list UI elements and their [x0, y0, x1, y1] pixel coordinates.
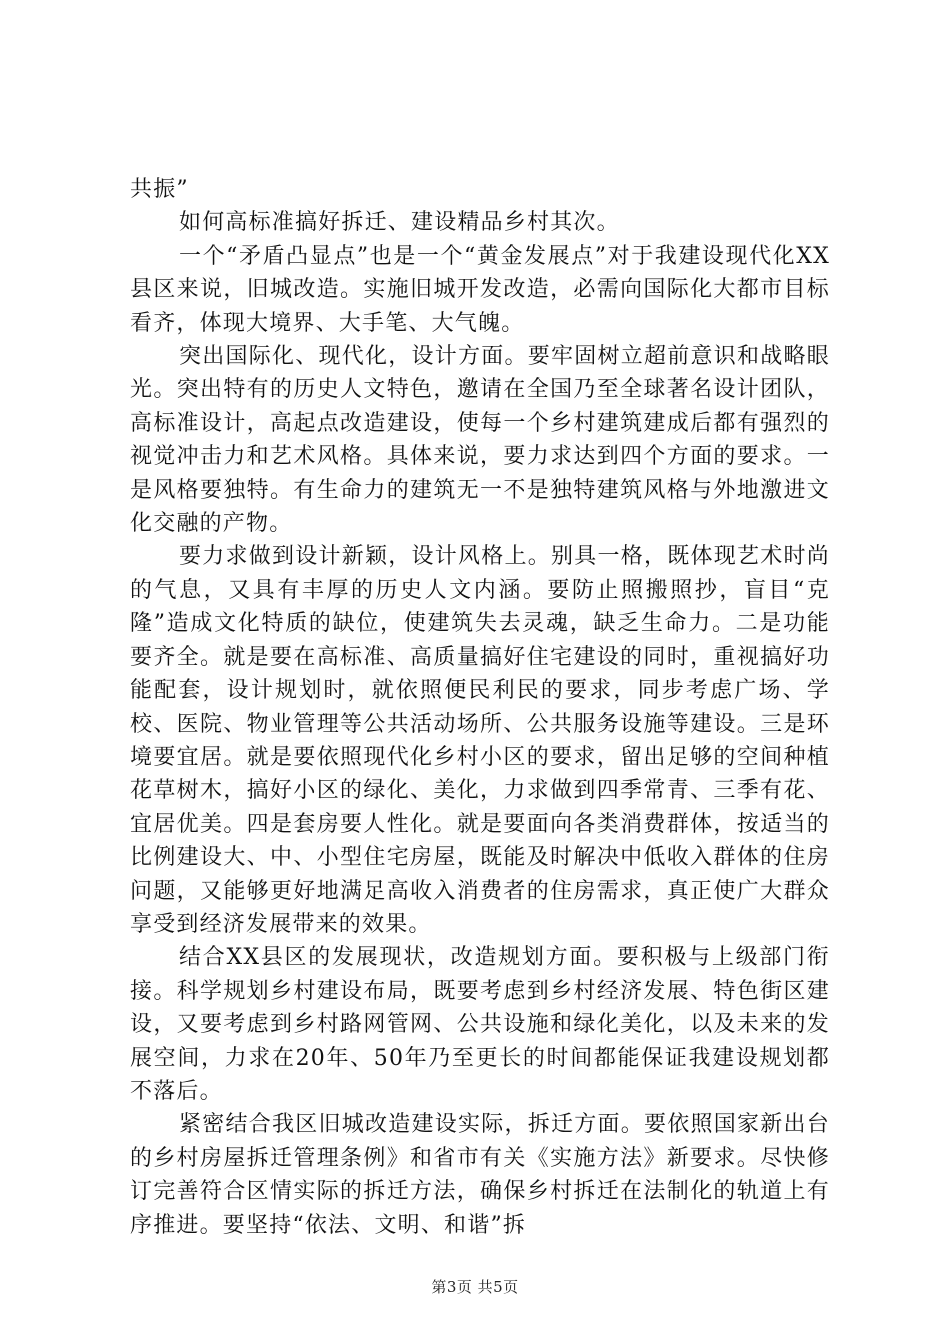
paragraph: 突出国际化、现代化，设计方面。要牢固树立超前意识和战略眼光。突出特有的历史人文特色，邀请在全国乃至全球著名设计团队，高标准设计，高起点改造建设，使每一个乡村建筑建成后都有强烈的视觉冲击力和艺术风格。具体来说，要力求达到四个方面的要求。一是风格要独特。有生命力的建筑无一不是独特建筑风格与外地激进文化交融的产物。: [130, 344, 830, 537]
page-number-footer: 第3页 共5页: [431, 1278, 519, 1296]
paragraph: 要力求做到设计新颖，设计风格上。别具一格，既体现艺术时尚的气息，又具有丰厚的历史人文内涵。要防止照搬照抄，盲目“克隆”造成文化特质的缺位，使建筑失去灵魂，缺乏生命力。二是功能要齐全。就是要在高标准、高质量搞好住宅建设的同时，重视搞好功能配套，设计规划时，就依照便民利民的要求，同步考虑广场、学校、医院、物业管理等公共活动场所、公共服务设施等建设。三是环境要宜居。就是要依照现代化乡村小区的要求，留出足够的空间种植花草树木，搞好小区的绿化、美化，力求做到四季常青、三季有花、宜居优美。四是套房要人性化。就是要面向各类消费群体，按适当的比例建设大、中、小型住宅房屋，既能及时解决中低收入群体的住房问题，又能够更好地满足高收入消费者的住房需求，真正使广大群众享受到经济发展带来的效果。: [130, 544, 830, 937]
paragraph: 如何高标准搞好拆迁、建设精品乡村其次。: [179, 210, 620, 236]
paragraph: 紧密结合我区旧城改造建设实际，拆迁方面。要依照国家新出台的乡村房屋拆迁管理条例》和省市有关《实施方法》新要求。尽快修订完善符合区情实际的拆迁方法，确保乡村拆迁在法制化的轨道上有序推进。要坚持“依法、文明、和谐”拆: [130, 1112, 830, 1238]
paragraph: 结合XX县区的发展现状，改造规划方面。要积极与上级部门衔接。科学规划乡村建设布局，既要考虑到乡村经济发展、特色街区建设，又要考虑到乡村路网管网、公共设施和绿化美化，以及未来的发展空间，力求在20年、50年乃至更长的时间都能保证我建设规划都不落后。: [130, 945, 830, 1104]
paragraph: 一个“矛盾凸显点”也是一个“黄金发展点”对于我建设现代化XX县区来说，旧城改造。实施旧城开发改造，必需向国际化大都市目标看齐，体现大境界、大手笔、大气魄。: [130, 243, 830, 336]
paragraph-continued: 共振”: [130, 177, 189, 202]
document-body: [130, 173, 830, 1242]
